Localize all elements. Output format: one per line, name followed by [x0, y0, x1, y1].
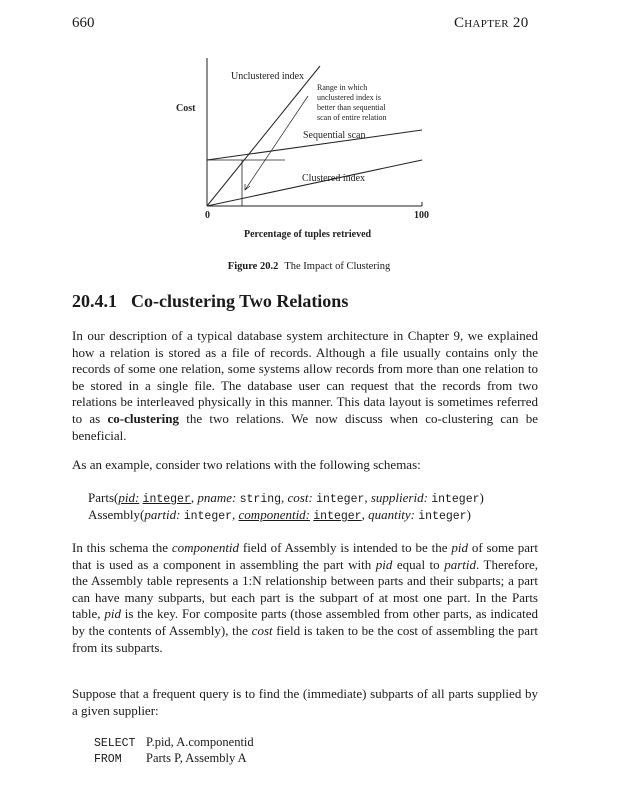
separator: ,	[232, 507, 239, 522]
emph-pid: pid	[104, 606, 121, 622]
section-heading	[72, 291, 348, 312]
range-note-arrow	[245, 96, 308, 190]
type-integer: integer	[183, 510, 233, 523]
field-pid: pid:	[118, 490, 140, 505]
sql-line-from	[94, 751, 247, 766]
text: In this schema the	[72, 540, 172, 555]
unclustered-index-label: Unclustered index	[231, 71, 305, 82]
text: of some part that is used as a component in assembling the part with	[72, 540, 539, 572]
emph-pid: pid	[451, 540, 468, 555]
figure-caption-text: The Impact of Clustering	[284, 261, 391, 272]
sql-line-select	[94, 735, 254, 750]
close-paren: )	[479, 490, 484, 505]
separator: ,	[361, 507, 369, 522]
sequential-scan-label: Sequential scan	[303, 130, 366, 141]
field-partid: partid:	[144, 507, 181, 522]
type-integer: integer	[418, 510, 467, 523]
field-pname: pname:	[197, 490, 237, 505]
text: . Therefore, the Assembly table represents a 1:N relationship between parts and their subparts; a part can have many subparts, but each part is the subpart of at most one part. In the Parts table,	[72, 556, 538, 622]
text: field is taken to be the cost of assembling the part from its subparts.	[72, 622, 539, 655]
figure-caption-label: Figure 20.2	[227, 261, 279, 272]
assembly-schema	[88, 506, 471, 525]
text: is the key. For composite parts (those assembled from other parts, as indicated by the contents of Assembly), the	[72, 606, 539, 638]
clustered-index-label: Clustered index	[302, 173, 366, 184]
range-note-line-4: scan of entire relation	[317, 113, 387, 122]
field-cost: cost:	[287, 490, 313, 505]
relation-name: Assembly(	[88, 507, 145, 522]
paragraph-co-clustering-intro	[72, 328, 538, 444]
emph-partid: partid	[444, 556, 476, 572]
range-note-line-2: unclustered index is	[317, 93, 381, 102]
chapter-heading: Chapter 20	[454, 15, 529, 31]
figure-caption	[0, 261, 618, 272]
range-note-arrowhead	[245, 184, 250, 190]
paragraph-example-intro: As an example, consider two relations with the following schemas:	[72, 457, 421, 472]
paragraph-text-end: the two relations. We now discuss when co-clustering can be beneficial.	[72, 410, 538, 443]
term-co-clustering: co-clustering	[107, 410, 179, 426]
separator: ,	[281, 490, 288, 505]
type-integer: integer	[142, 493, 191, 506]
relation-name: Parts(	[88, 490, 119, 505]
sql-keyword: FROM	[94, 753, 122, 766]
text: equal to	[392, 556, 445, 572]
paragraph-schema-explanation	[72, 540, 538, 656]
section-number: 20.4.1	[72, 291, 117, 311]
x-axis-label: Percentage of tuples retrieved	[244, 229, 372, 240]
paragraph-query-intro: Suppose that a frequent query is to find the (immediate) subparts of all parts supplied by a given supplier:	[72, 686, 538, 718]
type-integer: integer	[316, 493, 365, 506]
range-note-line-1: Range in which	[317, 83, 368, 92]
x-tick-zero: 0	[205, 210, 210, 221]
separator: ,	[190, 490, 198, 505]
sql-clause: P.pid, A.componentid	[146, 735, 254, 749]
sql-keyword: SELECT	[94, 737, 136, 750]
emph-cost: cost	[251, 622, 273, 638]
emph-componentid: componentid	[171, 540, 240, 555]
clustering-impact-figure	[0, 0, 618, 290]
field-componentid: componentid:	[238, 507, 311, 522]
text: field of Assembly is intended to be the	[239, 540, 452, 555]
field-supplierid: supplierid:	[370, 490, 428, 505]
y-axis-label: Cost	[176, 103, 196, 114]
section-title: Co-clustering Two Relations	[131, 291, 349, 311]
x-tick-hundred: 100	[414, 210, 429, 221]
type-integer: integer	[313, 510, 362, 523]
range-note-line-3: better than sequential	[317, 103, 386, 112]
sql-clause: Parts P, Assembly A	[146, 751, 247, 765]
paragraph-text: In our description of a typical database system architecture in Chapter 9, we explained how a relation is stored as a file of records. Although a file usually contains only the records of some one relation, some systems allow records from more than one relation to be stored in a single file. The database user can request that the records from two relations be interleaved physically in this manner. This data layout is sometimes referred to as	[72, 328, 538, 426]
close-paren: )	[466, 507, 471, 522]
field-quantity: quantity:	[368, 507, 416, 522]
emph-pid: pid	[375, 556, 393, 572]
separator: ,	[364, 490, 371, 505]
type-integer: integer	[431, 493, 480, 506]
page-number: 660	[72, 15, 95, 31]
type-string: string	[239, 493, 282, 506]
